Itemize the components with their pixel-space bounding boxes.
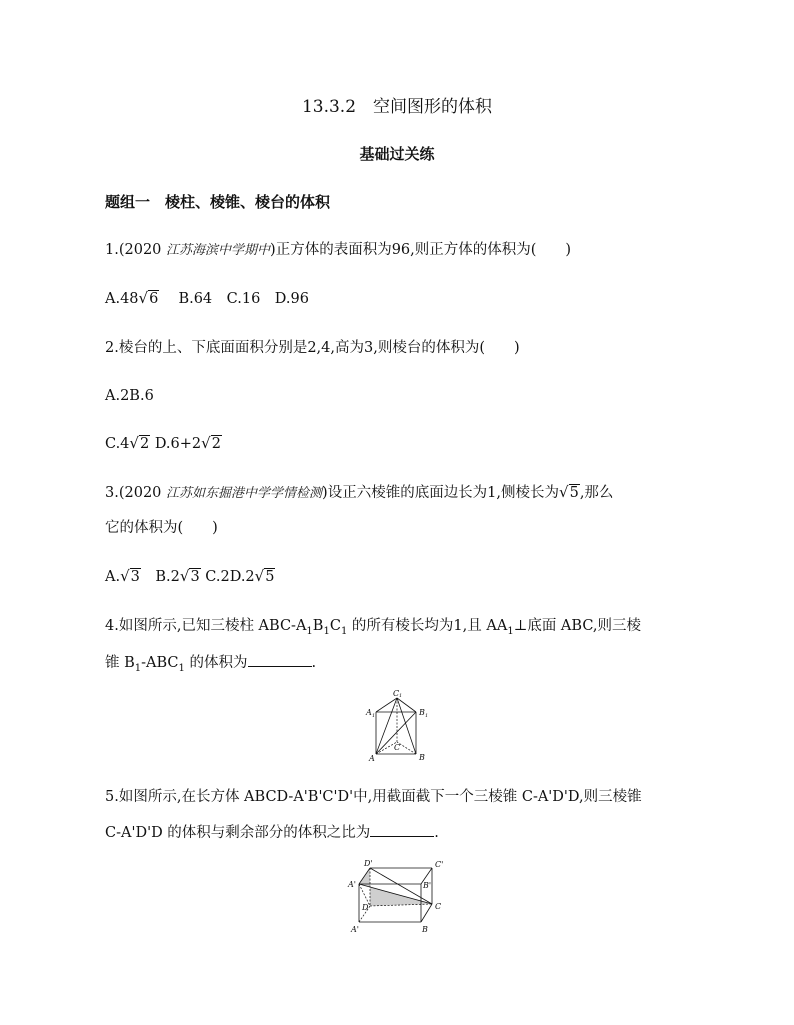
label-a: A' xyxy=(351,925,359,934)
label-b1-sub: 1 xyxy=(425,713,429,719)
label-b: B xyxy=(419,753,425,762)
box-figure xyxy=(344,858,452,938)
q4-l2-text-2: -ABC xyxy=(141,655,179,671)
q3-option-b-radicand: 3 xyxy=(190,569,200,585)
label-c: C xyxy=(394,743,401,752)
label-b: B xyxy=(422,925,428,934)
sqrt-symbol: √6 xyxy=(138,289,159,307)
q4-l2-text-1: 锥 B xyxy=(105,655,135,671)
label-c: C xyxy=(435,902,442,911)
q3-number: 3.(2020 xyxy=(105,485,167,501)
question-3 xyxy=(105,482,613,504)
q4-l2-text-3: 的体积为 xyxy=(184,655,248,671)
q1-option-a: A.48 xyxy=(105,291,139,307)
question-2: 2.棱台的上、下底面面积分别是2,4,高为3,则棱台的体积为( ) xyxy=(105,340,520,356)
q4-sub-3: 1 xyxy=(340,625,348,637)
q4-text-3: C xyxy=(329,618,341,634)
q1-number: 1.(2020 xyxy=(105,242,167,258)
q3-option-d-radicand: 5 xyxy=(265,569,275,585)
label-b1: B xyxy=(419,708,425,717)
q3-option-b: B.2 xyxy=(155,569,180,585)
q3-option-a-radicand: 3 xyxy=(130,569,140,585)
label-b1: B' xyxy=(423,881,432,890)
question-5: 5.如图所示,在长方体 ABCD-A'B'C'D'中,用截面截下一个三棱锥 C-A'D'D,则三棱锥 xyxy=(105,789,642,805)
prism-figure xyxy=(362,688,436,764)
label-a1-sub: 1 xyxy=(372,713,376,719)
q3-option-a: A. xyxy=(105,569,121,585)
label-a1: A xyxy=(366,708,372,717)
q4-l2-sub-1: 1 xyxy=(134,662,142,674)
q1-option-b: B.64 xyxy=(178,291,213,307)
page-title: 13.3.2 空间图形的体积 xyxy=(301,97,493,117)
answer-blank xyxy=(248,652,312,667)
q4-sub-1: 1 xyxy=(306,625,313,637)
question-4 xyxy=(105,616,641,642)
sqrt-symbol: √5 xyxy=(254,567,275,585)
sqrt-symbol: √3 xyxy=(179,567,200,585)
question-5-line2 xyxy=(105,822,439,843)
q3-text-b: ,那么 xyxy=(579,485,614,501)
q2-option-d: D.6+2 xyxy=(150,436,202,452)
label-a1: A' xyxy=(348,880,356,889)
q4-l2-sub-2: 1 xyxy=(178,662,185,674)
section-heading: 题组一 棱柱、棱锥、棱台的体积 xyxy=(105,193,331,211)
q4-text-1: 4.如图所示,已知三棱柱 ABC-A xyxy=(105,618,307,634)
label-d1: D' xyxy=(364,859,373,868)
q1-option-c: C.16 xyxy=(226,291,261,307)
answer-blank xyxy=(370,822,434,837)
q5-l2-end: . xyxy=(434,825,439,841)
sqrt-symbol: √2 xyxy=(129,434,150,452)
q1-option-a-radicand: 6 xyxy=(149,291,159,307)
question-2-options-line2 xyxy=(105,433,222,454)
question-2-options-line1: A.2B.6 xyxy=(105,388,154,404)
q1-source: 江苏海滨中学期中 xyxy=(166,243,271,258)
question-3-line2: 它的体积为( ) xyxy=(105,520,218,536)
question-1-options xyxy=(105,288,309,309)
label-c1-sub: 1 xyxy=(399,693,403,699)
q3-source: 江苏如东掘港中学学情检测 xyxy=(166,486,323,501)
question-1 xyxy=(105,240,571,261)
label-d: D xyxy=(362,903,369,912)
q2-option-d-radicand: 2 xyxy=(211,436,221,452)
label-c1: C xyxy=(393,689,400,698)
q3-text-radicand: 5 xyxy=(569,485,579,501)
q3-text-a: )设正六棱锥的底面边长为1,侧棱长为 xyxy=(322,485,560,501)
q4-text-4: 的所有棱长均为1,且 AA xyxy=(347,618,508,634)
q4-sub-4: 1 xyxy=(507,625,514,637)
q1-text: )正方体的表面积为96,则正方体的体积为( ) xyxy=(270,242,572,258)
question-3-options xyxy=(105,566,275,587)
label-a: A xyxy=(369,754,375,763)
question-4-line2 xyxy=(105,652,316,679)
q2-option-c-radicand: 2 xyxy=(139,436,150,452)
q4-text-5: ⊥底面 ABC,则三棱 xyxy=(513,618,642,634)
sqrt-symbol: √3 xyxy=(120,567,140,585)
q4-sub-2: 1 xyxy=(323,625,330,637)
subtitle: 基础过关练 xyxy=(359,145,435,163)
label-c1: C' xyxy=(435,860,444,869)
q3-option-cd: C.2D.2 xyxy=(200,569,255,585)
q2-option-c: C.4 xyxy=(105,436,130,452)
q4-text-2: B xyxy=(312,618,324,634)
q4-l2-end: . xyxy=(311,655,317,671)
sqrt-symbol: √5 xyxy=(559,483,579,501)
sqrt-symbol: √2 xyxy=(201,434,221,452)
q5-l2-text: C-A'D'D 的体积与剩余部分的体积之比为 xyxy=(105,825,371,841)
q1-option-d: D.96 xyxy=(274,291,309,307)
